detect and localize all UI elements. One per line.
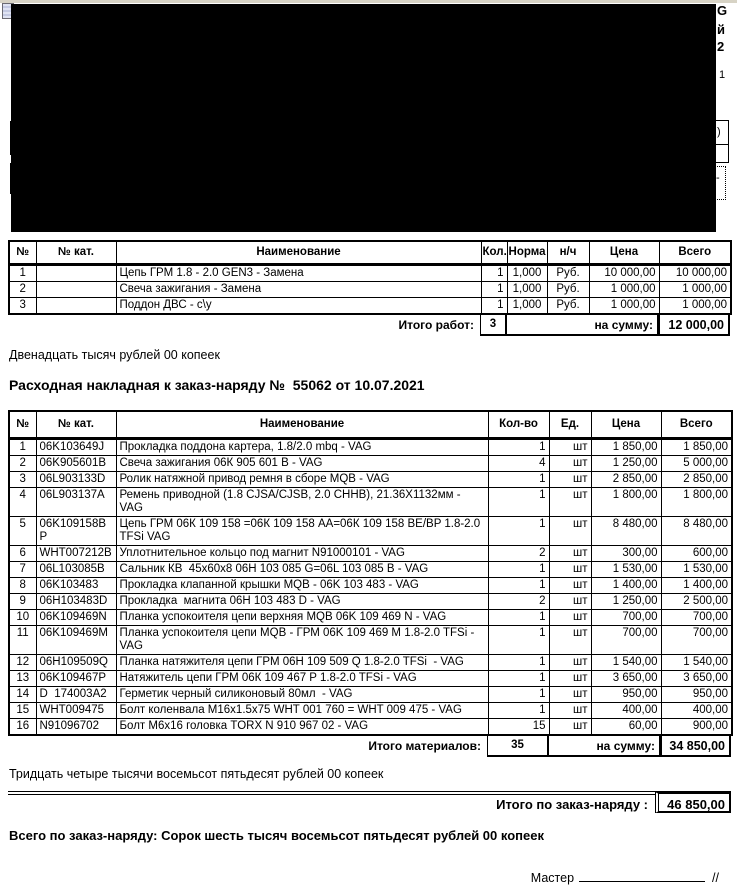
part-number-cell: 06L103085B bbox=[36, 562, 116, 578]
materials-table-row bbox=[9, 472, 732, 488]
unit-cell: шт bbox=[549, 703, 591, 719]
unit-cell: шт bbox=[549, 655, 591, 671]
item-name-cell: Болт М6х16 головка TORX N 910 967 02 - VAG bbox=[116, 719, 488, 736]
item-name-cell: Сальник КВ 45x60x8 06Н 103 085 G=06L 103 085 B - VAG bbox=[116, 562, 488, 578]
works-table-row bbox=[9, 282, 731, 298]
norm-cell: 1,000 bbox=[507, 265, 547, 282]
row-number-cell: 2 bbox=[9, 456, 36, 472]
price-cell: 700,00 bbox=[591, 610, 661, 626]
unit-cell: шт bbox=[549, 517, 591, 546]
materials-total-label: Итого материалов: bbox=[368, 739, 481, 753]
qty-cell: 2 bbox=[488, 546, 549, 562]
row-number-cell: 4 bbox=[9, 488, 36, 517]
total-cell: 1 800,00 bbox=[661, 488, 732, 517]
column-header-total: Всего bbox=[661, 411, 732, 439]
item-name-cell: Планка успокоителя цепи верхняя MQB 06K 109 469 N - VAG bbox=[116, 610, 488, 626]
part-number-cell: 06L903137A bbox=[36, 488, 116, 517]
column-header-num: № bbox=[9, 411, 36, 439]
works-header-row bbox=[9, 241, 731, 265]
part-number-cell: 06L903133D bbox=[36, 472, 116, 488]
materials-table bbox=[8, 410, 733, 736]
item-name-cell: Ролик натяжной привод ремня в сборе MQB - VAG bbox=[116, 472, 488, 488]
row-number-cell: 14 bbox=[9, 687, 36, 703]
price-cell: 1 400,00 bbox=[591, 578, 661, 594]
item-name-cell: Планка успокоителя цепи MQB - ГРМ 06K 109 469 M 1.8-2.0 TFSi - VAG bbox=[116, 626, 488, 655]
materials-table-row bbox=[9, 562, 732, 578]
item-name-cell: Цепь ГРМ 06К 109 158 =06К 109 158 АА=06К 109 158 BE/BP 1.8-2.0 TFSi VAG bbox=[116, 517, 488, 546]
unit-cell: шт bbox=[549, 488, 591, 517]
part-number-cell bbox=[36, 298, 116, 315]
row-number-cell: 10 bbox=[9, 610, 36, 626]
row-number-cell: 15 bbox=[9, 703, 36, 719]
total-cell: 950,00 bbox=[661, 687, 732, 703]
column-header-price: Цена bbox=[589, 241, 659, 265]
row-number-cell: 3 bbox=[9, 298, 36, 315]
price-cell: 60,00 bbox=[591, 719, 661, 736]
part-number-cell: 06K109158BP bbox=[36, 517, 116, 546]
grand-total-value: 46 850,00 bbox=[655, 792, 731, 813]
unit-cell: шт bbox=[549, 578, 591, 594]
item-name-cell: Прокладка поддона картера, 1.8/2.0 mbq - VAG bbox=[116, 439, 488, 456]
column-header-unit: Ед. bbox=[549, 411, 591, 439]
materials-sum-label: на сумму: bbox=[548, 736, 660, 757]
qty-cell: 2 bbox=[488, 594, 549, 610]
qty-cell: 1 bbox=[488, 703, 549, 719]
materials-table-row bbox=[9, 439, 732, 456]
item-name-cell: Болт коленвала М16х1.5х75 WHT 001 760 = WHT 009 475 - VAG bbox=[116, 703, 488, 719]
item-name-cell: Поддон ДВС - c\y bbox=[116, 298, 481, 315]
qty-cell: 1 bbox=[481, 282, 507, 298]
total-cell: 700,00 bbox=[661, 626, 732, 655]
column-header-qty: Кол-во bbox=[488, 411, 549, 439]
redacted-text-fragment: G bbox=[717, 3, 728, 18]
row-number-cell: 3 bbox=[9, 472, 36, 488]
unit-cell: Руб. bbox=[547, 265, 589, 282]
unit-cell: шт bbox=[549, 439, 591, 456]
norm-cell: 1,000 bbox=[507, 282, 547, 298]
materials-table-row bbox=[9, 626, 732, 655]
works-total-value: 12 000,00 bbox=[658, 315, 730, 336]
total-cell: 1 540,00 bbox=[661, 655, 732, 671]
materials-header-row bbox=[9, 411, 732, 439]
total-cell: 2 850,00 bbox=[661, 472, 732, 488]
materials-table-row bbox=[9, 456, 732, 472]
total-cell: 2 500,00 bbox=[661, 594, 732, 610]
materials-table-row bbox=[9, 488, 732, 517]
total-cell: 1 000,00 bbox=[659, 298, 731, 315]
row-number-cell: 2 bbox=[9, 282, 36, 298]
part-number-cell bbox=[36, 282, 116, 298]
materials-table-row bbox=[9, 594, 732, 610]
unit-cell: шт bbox=[549, 671, 591, 687]
item-name-cell: Герметик черный силиконовый 80мл - VAG bbox=[116, 687, 488, 703]
materials-total-value: 34 850,00 bbox=[660, 736, 731, 757]
part-number-cell: WHT009475 bbox=[36, 703, 116, 719]
price-cell: 1 000,00 bbox=[589, 282, 659, 298]
master-suffix: // bbox=[712, 871, 719, 885]
part-number-cell: 06K103483 bbox=[36, 578, 116, 594]
part-number-cell bbox=[36, 265, 116, 282]
works-total-words: Двенадцать тысяч рублей 00 копеек bbox=[9, 348, 220, 362]
total-cell: 900,00 bbox=[661, 719, 732, 736]
item-name-cell: Прокладка клапанной крышки MQB - 06K 103 483 - VAG bbox=[116, 578, 488, 594]
price-cell: 700,00 bbox=[591, 626, 661, 655]
qty-cell: 1 bbox=[488, 488, 549, 517]
column-header-price: Цена bbox=[591, 411, 661, 439]
qty-cell: 1 bbox=[488, 578, 549, 594]
materials-table-row bbox=[9, 671, 732, 687]
column-header-qty: Кол. bbox=[481, 241, 507, 265]
total-cell: 700,00 bbox=[661, 610, 732, 626]
works-table-row bbox=[9, 265, 731, 282]
grand-total-row bbox=[8, 792, 731, 813]
price-cell: 10 000,00 bbox=[589, 265, 659, 282]
materials-total-qty: 35 bbox=[487, 736, 548, 757]
qty-cell: 15 bbox=[488, 719, 549, 736]
total-cell: 1 000,00 bbox=[659, 282, 731, 298]
row-number-cell: 12 bbox=[9, 655, 36, 671]
item-name-cell: Натяжитель цепи ГРМ 06К 109 467 P 1.8-2.0 TFSi - VAG bbox=[116, 671, 488, 687]
total-cell: 5 000,00 bbox=[661, 456, 732, 472]
total-cell: 1 400,00 bbox=[661, 578, 732, 594]
price-cell: 1 540,00 bbox=[591, 655, 661, 671]
qty-cell: 1 bbox=[488, 562, 549, 578]
part-number-cell: 06K103649J bbox=[36, 439, 116, 456]
total-cell: 600,00 bbox=[661, 546, 732, 562]
qty-cell: 1 bbox=[488, 687, 549, 703]
window-top-strip bbox=[0, 0, 737, 3]
row-number-cell: 9 bbox=[9, 594, 36, 610]
row-number-cell: 11 bbox=[9, 626, 36, 655]
redacted-text-fragment: й bbox=[717, 22, 725, 37]
price-cell: 1 250,00 bbox=[591, 594, 661, 610]
master-signature-row bbox=[8, 869, 731, 885]
unit-cell: шт bbox=[549, 719, 591, 736]
item-name-cell: Свеча зажигания 06К 905 601 B - VAG bbox=[116, 456, 488, 472]
redacted-text-fragment: 1 bbox=[719, 69, 726, 81]
column-header-name: Наименование bbox=[116, 411, 488, 439]
materials-table-row bbox=[9, 655, 732, 671]
unit-cell: шт bbox=[549, 472, 591, 488]
unit-cell: шт bbox=[549, 626, 591, 655]
unit-cell: Руб. bbox=[547, 298, 589, 315]
item-name-cell: Свеча зажигания - Замена bbox=[116, 282, 481, 298]
unit-cell: шт bbox=[549, 687, 591, 703]
qty-cell: 1 bbox=[488, 655, 549, 671]
works-table-footer bbox=[8, 315, 730, 336]
price-cell: 1 250,00 bbox=[591, 456, 661, 472]
works-table-row bbox=[9, 298, 731, 315]
row-number-cell: 8 bbox=[9, 578, 36, 594]
grand-total-label: Итого по заказ-наряду : bbox=[496, 797, 648, 812]
materials-table-row bbox=[9, 719, 732, 736]
total-cell: 400,00 bbox=[661, 703, 732, 719]
part-number-cell: 06H103483D bbox=[36, 594, 116, 610]
column-header-unit: н/ч bbox=[547, 241, 589, 265]
item-name-cell: Прокладка магнита 06Н 103 483 D - VAG bbox=[116, 594, 488, 610]
price-cell: 950,00 bbox=[591, 687, 661, 703]
row-number-cell: 1 bbox=[9, 265, 36, 282]
row-number-cell: 16 bbox=[9, 719, 36, 736]
materials-table-footer bbox=[8, 736, 731, 757]
row-number-cell: 13 bbox=[9, 671, 36, 687]
unit-cell: шт bbox=[549, 546, 591, 562]
materials-table-row bbox=[9, 703, 732, 719]
materials-table-row bbox=[9, 517, 732, 546]
qty-cell: 1 bbox=[481, 298, 507, 315]
qty-cell: 1 bbox=[488, 671, 549, 687]
materials-total-words: Тридцать четыре тысячи восемьсот пятьдесят рублей 00 копеек bbox=[9, 767, 384, 781]
qty-cell: 1 bbox=[488, 439, 549, 456]
total-cell: 3 650,00 bbox=[661, 671, 732, 687]
redacted-text-fragment: - bbox=[716, 172, 720, 184]
materials-table-row bbox=[9, 546, 732, 562]
redacted-text-fragment: ) bbox=[717, 126, 721, 138]
price-cell: 1 800,00 bbox=[591, 488, 661, 517]
signature-line bbox=[579, 869, 705, 882]
part-number-cell: 06K109467P bbox=[36, 671, 116, 687]
total-cell: 8 480,00 bbox=[661, 517, 732, 546]
qty-cell: 1 bbox=[488, 626, 549, 655]
materials-table-row bbox=[9, 687, 732, 703]
part-number-cell: N91096702 bbox=[36, 719, 116, 736]
item-name-cell: Цепь ГРМ 1.8 - 2.0 GEN3 - Замена bbox=[116, 265, 481, 282]
unit-cell: шт bbox=[549, 594, 591, 610]
unit-cell: шт bbox=[549, 562, 591, 578]
redacted-text-fragment: 2 bbox=[717, 39, 725, 54]
row-number-cell: 6 bbox=[9, 546, 36, 562]
part-number-cell: WHT007212B bbox=[36, 546, 116, 562]
price-cell: 1 530,00 bbox=[591, 562, 661, 578]
redaction-block bbox=[11, 4, 716, 232]
works-sum-label: на сумму: bbox=[506, 315, 658, 336]
price-cell: 300,00 bbox=[591, 546, 661, 562]
item-name-cell: Ремень приводной (1.8 CJSA/CJSB, 2.0 CHHB), 21.36Х1132мм - VAG bbox=[116, 488, 488, 517]
unit-cell: шт bbox=[549, 610, 591, 626]
part-number-cell: 06K109469M bbox=[36, 626, 116, 655]
materials-table-row bbox=[9, 578, 732, 594]
price-cell: 1 000,00 bbox=[589, 298, 659, 315]
price-cell: 1 850,00 bbox=[591, 439, 661, 456]
price-cell: 3 650,00 bbox=[591, 671, 661, 687]
works-total-qty: 3 bbox=[480, 315, 506, 336]
master-label: Мастер bbox=[530, 871, 575, 885]
column-header-name: Наименование bbox=[116, 241, 481, 265]
qty-cell: 4 bbox=[488, 456, 549, 472]
part-number-cell: 06K109469N bbox=[36, 610, 116, 626]
unit-cell: шт bbox=[549, 456, 591, 472]
column-header-cat: № кат. bbox=[36, 411, 116, 439]
row-number-cell: 1 bbox=[9, 439, 36, 456]
part-number-cell: 06H109509Q bbox=[36, 655, 116, 671]
total-cell: 10 000,00 bbox=[659, 265, 731, 282]
total-cell: 1 530,00 bbox=[661, 562, 732, 578]
qty-cell: 1 bbox=[481, 265, 507, 282]
item-name-cell: Уплотнительное кольцо под магнит N91000101 - VAG bbox=[116, 546, 488, 562]
column-header-total: Всего bbox=[659, 241, 731, 265]
grand-total-words: Всего по заказ-наряду: Сорок шесть тысяч восемьсот пятьдесят рублей 00 копеек bbox=[9, 828, 544, 843]
qty-cell: 1 bbox=[488, 472, 549, 488]
qty-cell: 1 bbox=[488, 517, 549, 546]
row-number-cell: 5 bbox=[9, 517, 36, 546]
unit-cell: Руб. bbox=[547, 282, 589, 298]
column-header-cat: № кат. bbox=[36, 241, 116, 265]
document-header-area bbox=[0, 0, 737, 238]
column-header-norm: Норма bbox=[507, 241, 547, 265]
row-number-cell: 7 bbox=[9, 562, 36, 578]
works-table bbox=[8, 240, 732, 315]
item-name-cell: Планка натяжителя цепи ГРМ 06Н 109 509 Q 1.8-2.0 TFSi - VAG bbox=[116, 655, 488, 671]
works-total-label: Итого работ: bbox=[398, 318, 474, 332]
column-header-num: № bbox=[9, 241, 36, 265]
price-cell: 8 480,00 bbox=[591, 517, 661, 546]
price-cell: 2 850,00 bbox=[591, 472, 661, 488]
part-number-cell: 06K905601B bbox=[36, 456, 116, 472]
qty-cell: 1 bbox=[488, 610, 549, 626]
materials-table-row bbox=[9, 610, 732, 626]
part-number-cell: D 174003A2 bbox=[36, 687, 116, 703]
norm-cell: 1,000 bbox=[507, 298, 547, 315]
invoice-heading: Расходная накладная к заказ-наряду № 55062 от 10.07.2021 bbox=[9, 377, 425, 393]
price-cell: 400,00 bbox=[591, 703, 661, 719]
total-cell: 1 850,00 bbox=[661, 439, 732, 456]
